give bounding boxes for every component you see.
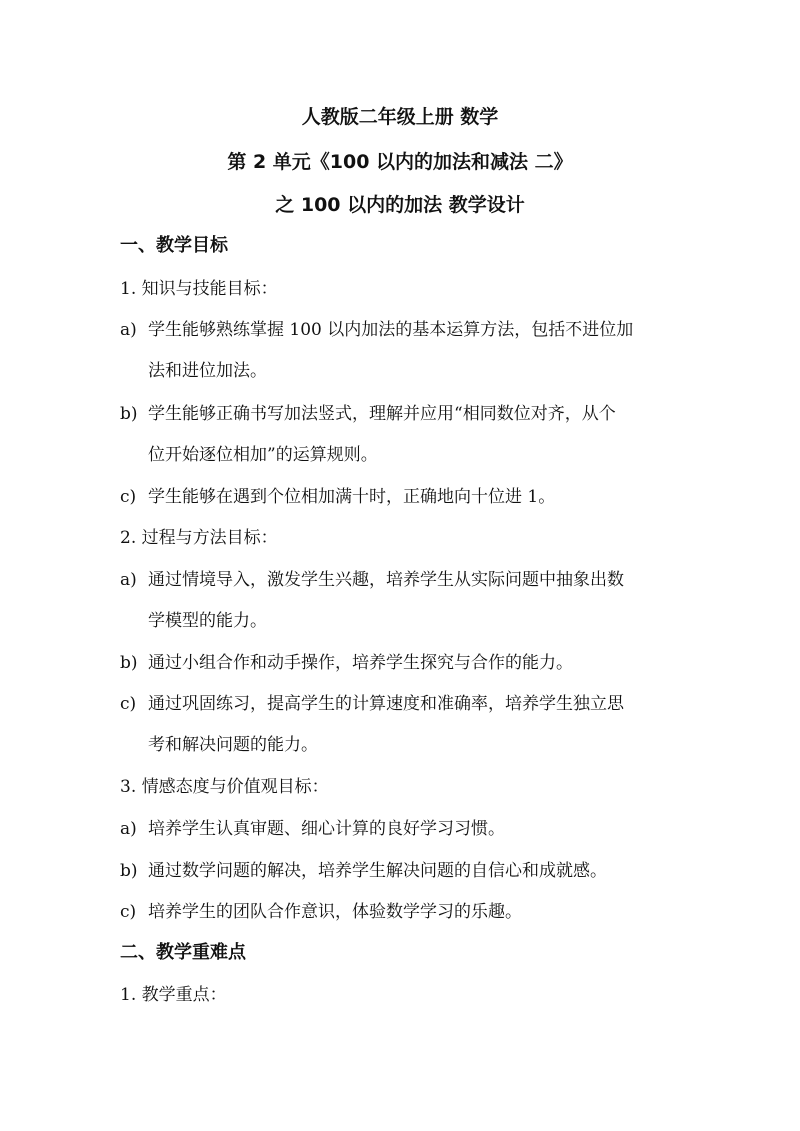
item-text: 学生能够在遇到个位相加满十时，正确地向十位进 1。	[148, 487, 556, 507]
item-text: 培养学生的团队合作意识，体验数学学习的乐趣。	[148, 902, 522, 922]
item-marker: a)	[120, 819, 137, 839]
item-marker: c)	[120, 902, 137, 922]
item-marker: b)	[120, 404, 138, 424]
item-marker: a)	[120, 570, 137, 590]
item-text: 通过数学问题的解决，培养学生解决问题的自信心和成就感。	[148, 861, 607, 881]
item-marker: b)	[120, 861, 138, 881]
document-title-line-2: 第 2 单元《100 以内的加法和减法 二》	[227, 151, 573, 173]
item-text-continued: 位开始逐位相加”的运算规则。	[148, 445, 378, 465]
subsection-attitudes-values: 3. 情感态度与价值观目标：	[120, 777, 329, 797]
document-title-line-1: 人教版二年级上册 数学	[301, 106, 499, 128]
subsection-teaching-focus: 1. 教学重点：	[120, 985, 227, 1005]
item-text: 培养学生认真审题、细心计算的良好学习习惯。	[148, 819, 505, 839]
item-marker: a)	[120, 320, 137, 340]
item-text: 学生能够正确书写加法竖式，理解并应用“相同数位对齐，从个	[148, 404, 616, 424]
item-text-continued: 考和解决问题的能力。	[148, 735, 318, 755]
subsection-knowledge-skills: 1. 知识与技能目标：	[120, 279, 278, 299]
item-text-continued: 法和进位加法。	[148, 361, 267, 381]
item-marker: c)	[120, 694, 137, 714]
item-text-continued: 学模型的能力。	[148, 611, 267, 631]
item-text: 通过巩固练习，提高学生的计算速度和准确率，培养学生独立思	[148, 694, 624, 714]
item-marker: b)	[120, 653, 138, 673]
document-title-line-3: 之 100 以内的加法 教学设计	[275, 194, 525, 216]
section-heading-key-difficult-points: 二、教学重难点	[120, 942, 246, 963]
item-text: 通过情境导入，激发学生兴趣，培养学生从实际问题中抽象出数	[148, 570, 624, 590]
item-text: 通过小组合作和动手操作，培养学生探究与合作的能力。	[148, 653, 573, 673]
item-marker: c)	[120, 487, 137, 507]
subsection-process-methods: 2. 过程与方法目标：	[120, 528, 278, 548]
section-heading-teaching-goals: 一、教学目标	[120, 235, 228, 256]
item-text: 学生能够熟练掌握 100 以内加法的基本运算方法，包括不进位加	[148, 320, 634, 340]
